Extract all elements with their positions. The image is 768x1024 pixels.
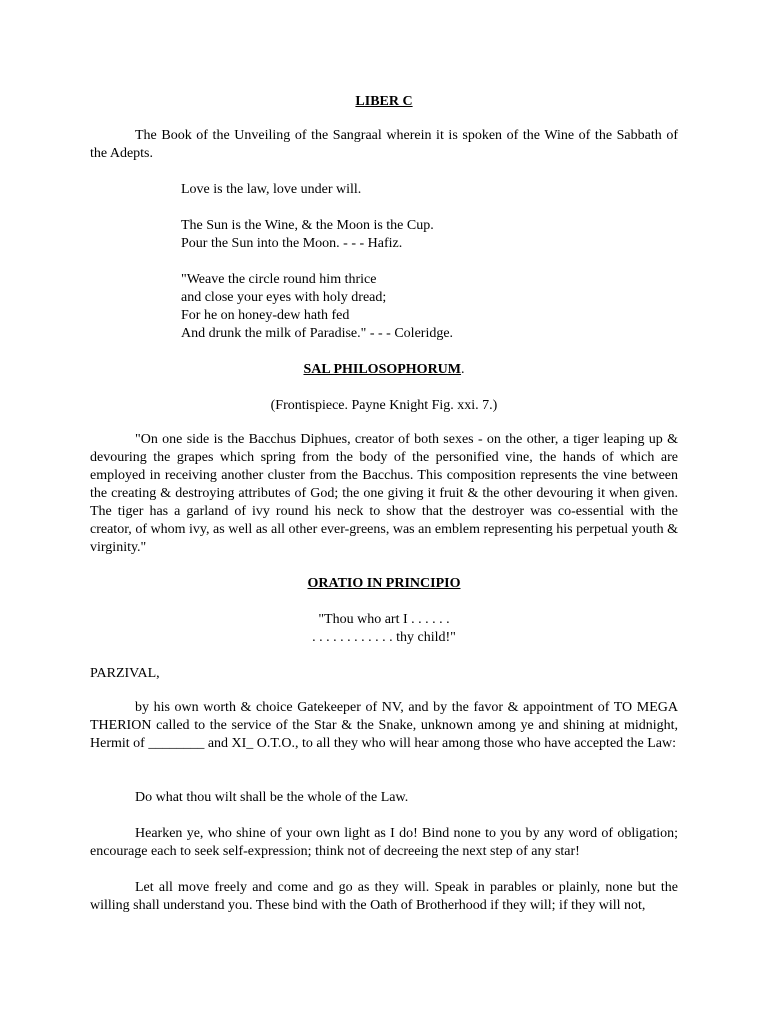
epigraph-hafiz-line: Pour the Sun into the Moon. - - - Hafiz. (181, 236, 403, 251)
epigraph-law (181, 181, 361, 199)
oratio-line: "Thou who art I . . . . . . (318, 612, 450, 627)
letter-paragraph: by his own worth & choice Gatekeeper of NV, and by the favor & appointment of TO MEGA THERION called to the service of the Star & the Snake, unknown among ye and shining at midnight, Hermit of ________ and XI_ O.T.O., to all they who will hear among those who have accepted the Law: (90, 700, 678, 751)
oratio-line: . . . . . . . . . . . . thy child!" (312, 630, 456, 645)
letter-paragraph: Let all move freely and come and go as they will. Speak in parables or plainly, none but the willing shall understand you. These bind with the Oath of Brotherhood if they will; if they will not, (90, 880, 678, 913)
letter-paragraph: Hearken ye, who shine of your own light as I do! Bind none to you by any word of obligation; encourage each to seek self-expression; think not of decreeing the next step of any star! (90, 826, 678, 859)
document-title: LIBER C (355, 94, 413, 109)
epigraph-coleridge-line: And drunk the milk of Paradise." - - - Coleridge. (181, 326, 454, 341)
frontispiece-caption: (Frontispiece. Payne Knight Fig. xxi. 7.) (270, 398, 498, 413)
epigraph-hafiz-line: The Sun is the Wine, & the Moon is the Cup. (181, 218, 434, 233)
letter-paragraph: Do what thou wilt shall be the whole of the Law. (135, 790, 409, 805)
epigraph-coleridge-line: and close your eyes with holy dread; (181, 290, 387, 305)
salutation: PARZIVAL, (90, 666, 160, 681)
bacchus-quote: "On one side is the Bacchus Diphues, creator of both sexes - on the other, a tiger leaping up & devouring the grapes which spring from the body of the personified vine, the hands of which are employed in receiving another cluster from the Bacchus. This composition represents the vine between the creating & destroying attributes of God; the one giving it fruit & the other devouring it when given. The tiger has a garland of ivy round his neck to show that the destroyer was co-essential with the creator, of whom ivy, as well as all other ever-greens, was an emblem representing his perpetual youth & virginity." (90, 432, 678, 555)
epigraph-hafiz (181, 217, 434, 253)
oratio-verse (0, 611, 768, 647)
sal-title: SAL PHILOSOPHORUM (303, 362, 462, 377)
epigraph-law-line: Love is the law, love under will. (181, 182, 362, 197)
sal-title-suffix: . (461, 362, 465, 377)
epigraph-coleridge (181, 271, 453, 343)
epigraph-coleridge-line: For he on honey-dew hath fed (181, 308, 350, 323)
oratio-title: ORATIO IN PRINCIPIO (307, 576, 461, 591)
intro-paragraph: The Book of the Unveiling of the Sangraal wherein it is spoken of the Wine of the Sabbath of the Adepts. (90, 128, 678, 161)
epigraph-coleridge-line: "Weave the circle round him thrice (181, 272, 377, 287)
sal-heading (0, 361, 768, 379)
